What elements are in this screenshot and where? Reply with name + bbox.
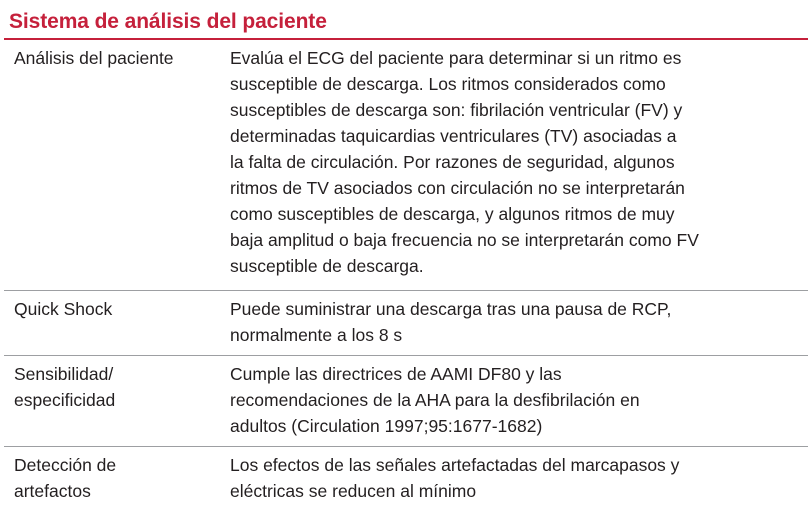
- row-label-line: especificidad: [14, 390, 116, 410]
- table-row-patient-analysis: [4, 40, 808, 291]
- spec-table: [4, 40, 808, 507]
- row-label-sensitivity: [4, 356, 220, 447]
- row-value-line: baja amplitud o baja frecuencia no se interpretarán como FV: [230, 230, 699, 250]
- section-title: Sistema de análisis del paciente: [9, 10, 327, 33]
- row-label-patient-analysis: [4, 40, 220, 291]
- row-value-line: adultos (Circulation 1997;95:1677-1682): [230, 416, 543, 436]
- row-value-patient-analysis: [220, 40, 808, 291]
- row-value-line: susceptibles de descarga son: fibrilación ventricular (FV) y: [230, 100, 683, 120]
- row-label-quick-shock: [4, 291, 220, 356]
- row-value-line: Los efectos de las señales artefactadas del marcapasos y: [230, 455, 680, 475]
- row-value-line: la falta de circulación. Por razones de seguridad, algunos: [230, 152, 675, 172]
- row-value-line: Puede suministrar una descarga tras una pausa de RCP,: [230, 299, 672, 319]
- row-value-line: normalmente a los 8 s: [230, 325, 403, 345]
- row-value-line: Evalúa el ECG del paciente para determinar si un ritmo es: [230, 48, 682, 68]
- row-value-sensitivity: [220, 356, 808, 447]
- row-label-line: artefactos: [14, 481, 91, 501]
- row-label-artifact-detection: [4, 447, 220, 508]
- table-row-quick-shock: [4, 291, 808, 356]
- row-value-line: susceptible de descarga. Los ritmos considerados como: [230, 74, 666, 94]
- row-label-line: Análisis del paciente: [14, 48, 174, 68]
- table-row-sensitivity: [4, 356, 808, 447]
- row-label-line: Quick Shock: [14, 299, 113, 319]
- row-value-line: Cumple las directrices de AAMI DF80 y las: [230, 364, 562, 384]
- table-row-artifact-detection: [4, 447, 808, 508]
- row-label-line: Sensibilidad/: [14, 364, 114, 384]
- row-value-line: eléctricas se reducen al mínimo: [230, 481, 477, 501]
- row-value-line: como susceptibles de descarga, y algunos ritmos de muy: [230, 204, 675, 224]
- row-value-quick-shock: [220, 291, 808, 356]
- row-value-artifact-detection: [220, 447, 808, 508]
- row-value-line: recomendaciones de la AHA para la desfibrilación en: [230, 390, 640, 410]
- row-value-line: susceptible de descarga.: [230, 256, 424, 276]
- row-label-line: Detección de: [14, 455, 117, 475]
- row-value-line: determinadas taquicardias ventriculares (TV) asociadas a: [230, 126, 677, 146]
- row-value-line: ritmos de TV asociados con circulación no se interpretarán: [230, 178, 685, 198]
